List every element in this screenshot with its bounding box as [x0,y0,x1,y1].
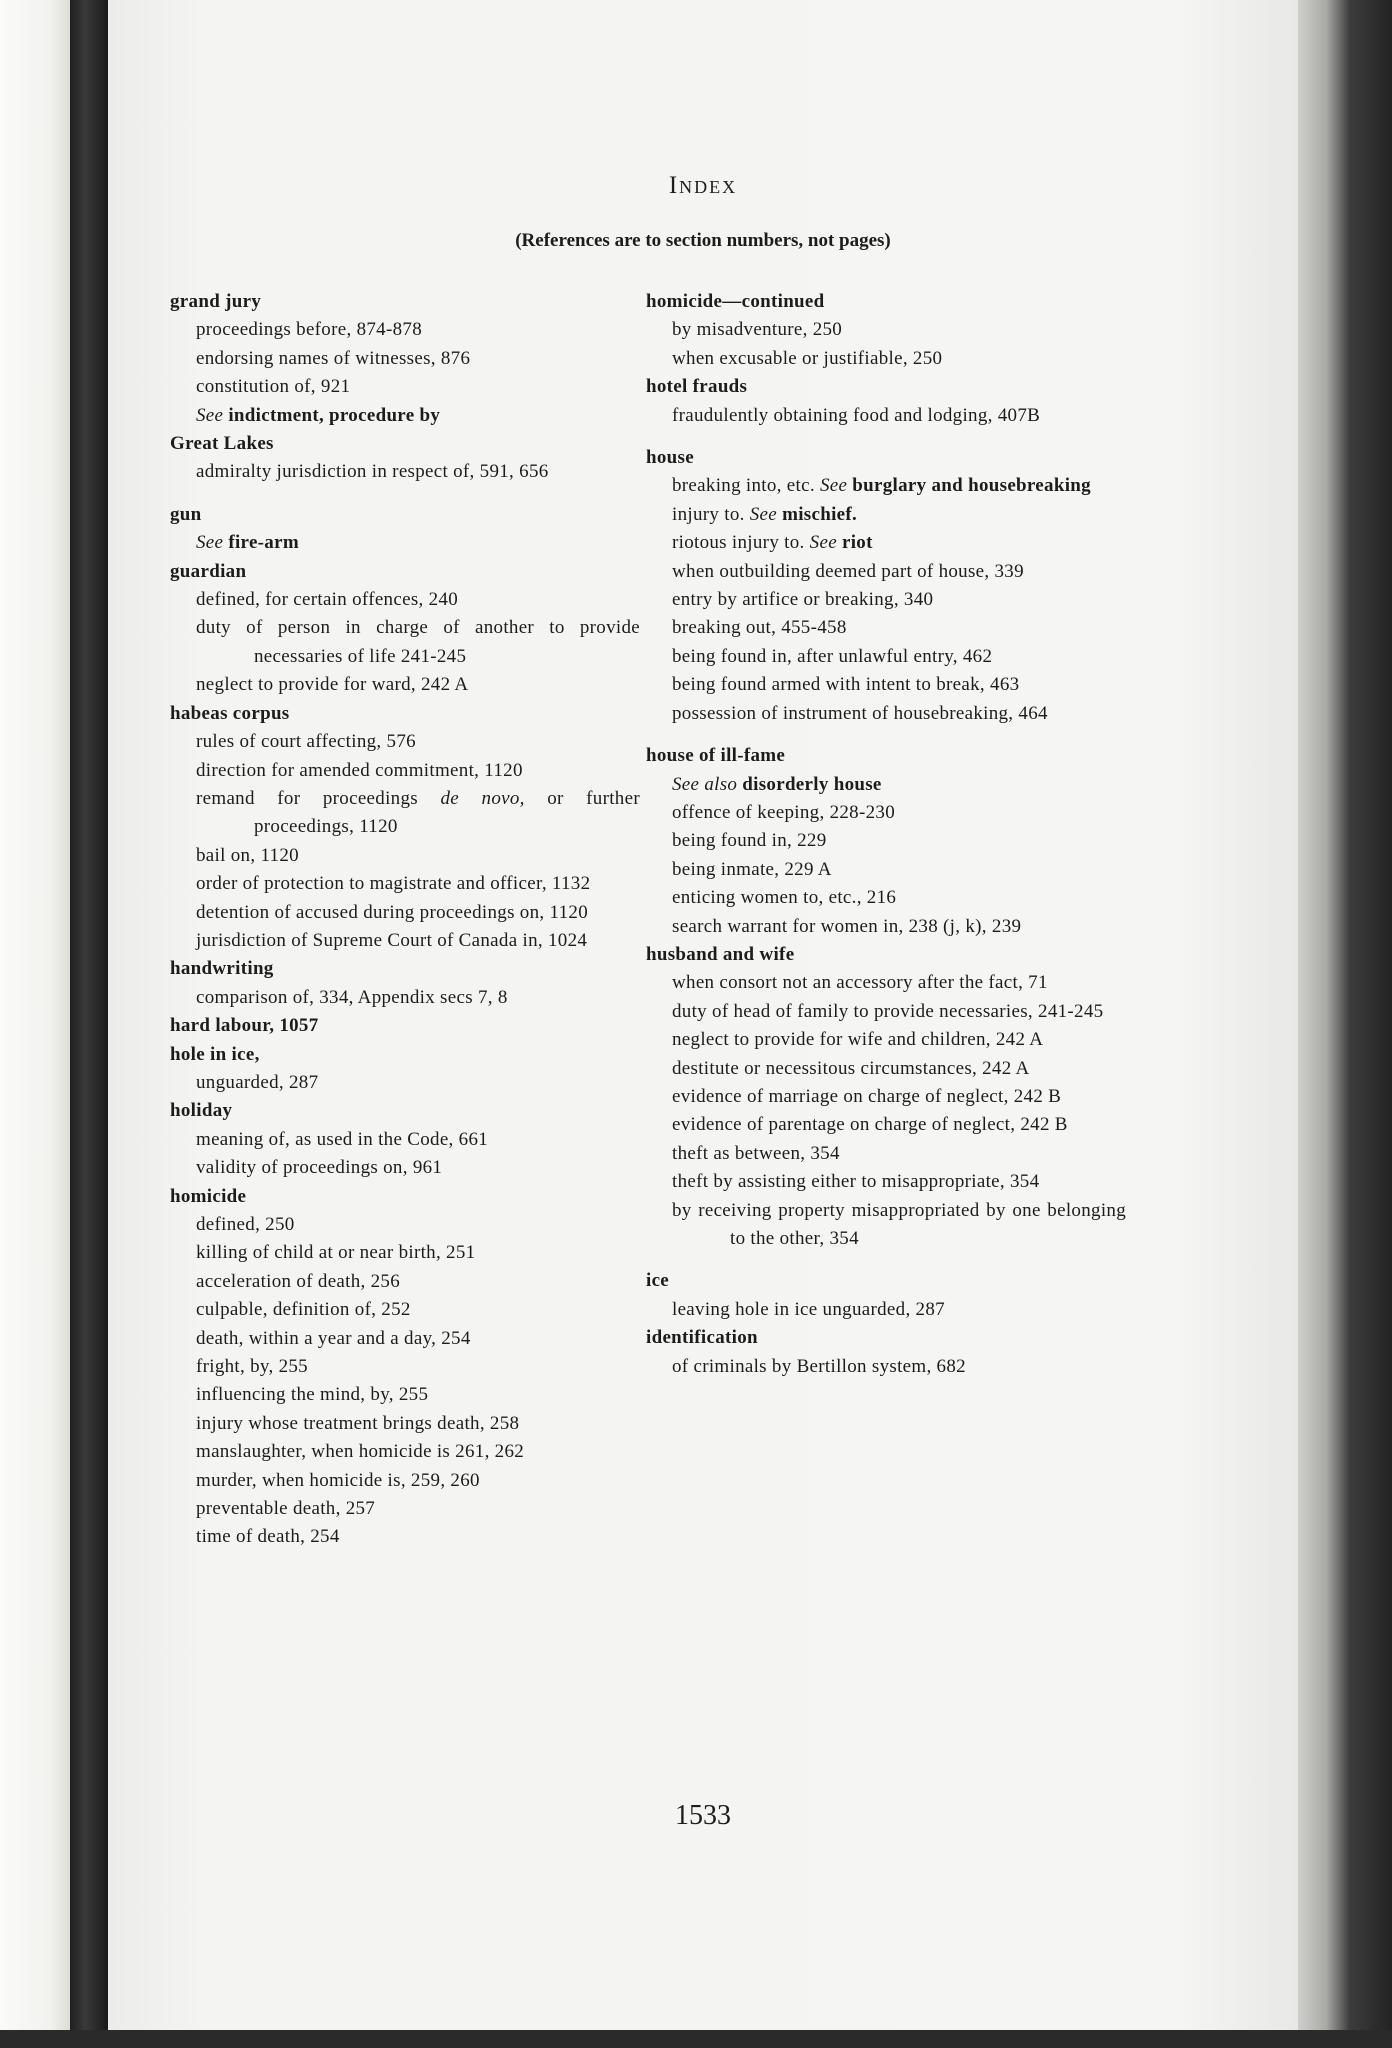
entry-text: validity of proceedings on, 961 [196,1157,443,1179]
entry-text: house of ill-fame [646,745,786,767]
entry-text: order of protection to magistrate and officer, 1132 [196,873,591,895]
entry-text: constitution of, 921 [196,376,351,398]
entry-text: enticing women to, etc., 216 [672,887,897,909]
see-reference: See also [672,773,738,795]
index-subentry [170,785,640,842]
index-column-right [646,288,1126,1381]
see-reference: See [196,404,224,426]
index-subentry [170,870,640,898]
entry-text: habeas corpus [170,702,290,724]
index-subentry [646,671,1126,699]
index-subentry [646,643,1126,671]
entry-text: neglect to provide for wife and children, 242 A [672,1029,1044,1051]
index-subentry [170,529,640,557]
entry-text: being found in, after unlawful entry, 462 [672,645,993,667]
index-subentry [170,1523,640,1551]
index-subentry [170,899,640,927]
entry-text: destitute or necessitous circumstances, 242 A [672,1057,1030,1079]
entry-text: theft by assisting either to misappropriate, 354 [672,1171,1040,1193]
entry-text: house [646,447,694,469]
index-subentry [646,316,1126,344]
entry-text: neglect to provide for ward, 242 A [196,674,469,696]
index-subentry [646,1083,1126,1111]
entry-text: endorsing names of witnesses, 876 [196,347,471,369]
entry-text: or further proceedings, 1120 [254,787,640,838]
index-subentry [170,1467,640,1495]
entry-text: defined, for certain offences, 240 [196,589,459,611]
entry-text: search warrant for women in, 238 (j, k), 239 [672,915,1022,937]
index-subentry [170,1438,640,1466]
index-subentry [646,771,1126,799]
index-heading-entry [170,430,640,458]
entry-spacer [170,487,640,501]
cross-reference-term: fire-arm [228,532,299,554]
entry-text: by misadventure, 250 [672,319,843,341]
entry-text: duty of head of family to provide necessaries, 241-245 [672,1000,1104,1022]
entry-text: influencing the mind, by, 255 [196,1384,429,1406]
cross-reference-term: indictment, procedure by [228,404,441,426]
index-subentry [646,402,1126,430]
index-subentry [170,1353,640,1381]
entry-spacer [646,1253,1126,1267]
entry-text: fright, by, 255 [196,1356,308,1378]
index-subentry [170,316,640,344]
index-heading-entry [170,558,640,586]
entry-text: death, within a year and a day, 254 [196,1327,471,1349]
entry-text: evidence of marriage on charge of neglect, 242 B [672,1085,1062,1107]
entry-text: husband and wife [646,943,795,965]
entry-text: remand for proceedings [196,787,418,809]
index-subentry [646,1296,1126,1324]
entry-text: evidence of parentage on charge of neglect, 242 B [672,1114,1068,1136]
index-subentry [646,998,1126,1026]
entry-text: identification [646,1327,758,1349]
index-subentry [646,827,1126,855]
index-subentry [170,671,640,699]
index-subentry [646,700,1126,728]
entry-text: guardian [170,560,247,582]
entry-text: injury to. [672,503,745,525]
book-spine [70,0,108,2048]
entry-text: jurisdiction of Supreme Court of Canada in, 1024 [196,929,588,951]
index-subentry [170,458,640,486]
index-subentry [170,1239,640,1267]
cross-reference-term: disorderly house [742,773,882,795]
index-subentry [170,1381,640,1409]
entry-text: breaking into, etc. [672,475,815,497]
entry-text: hole in ice, [170,1043,260,1065]
index-heading-entry [646,941,1126,969]
index-subentry [170,402,640,430]
entry-text: fraudulently obtaining food and lodging, 407B [672,404,1041,426]
entry-text: grand jury [170,291,262,312]
entry-text: offence of keeping, 228-230 [672,801,896,823]
index-subentry [646,969,1126,997]
index-subentry [646,856,1126,884]
index-heading-entry [170,1012,640,1040]
index-subentry [646,586,1126,614]
cross-reference-term: mischief. [782,503,858,525]
bottom-edge [0,2030,1392,2048]
entry-text: murder, when homicide is, 259, 260 [196,1469,480,1491]
index-subentry [646,1353,1126,1381]
index-subentry [646,1168,1126,1196]
index-subentry [170,1495,640,1523]
index-subentry [646,1111,1126,1139]
entry-text: homicide—continued [646,291,825,312]
entry-text: possession of instrument of housebreaking, 464 [672,702,1048,724]
index-heading-entry [646,1324,1126,1352]
index-subentry [170,984,640,1012]
entry-text: bail on, 1120 [196,844,299,866]
index-subentry [170,757,640,785]
entry-text: holiday [170,1100,233,1122]
index-subentry [646,1055,1126,1083]
entry-text: killing of child at or near birth, 251 [196,1242,476,1264]
entry-text: admiralty jurisdiction in respect of, 591, 656 [196,461,549,483]
entry-text: defined, 250 [196,1214,295,1235]
see-reference: See [819,475,848,497]
index-subentry [646,913,1126,941]
entry-text: gun [170,503,202,525]
index-heading-entry [170,288,640,316]
index-subentry [646,1026,1126,1054]
cross-reference-term: riot [842,532,873,554]
entry-text: unguarded, 287 [196,1071,319,1093]
index-subentry [646,501,1126,529]
entry-text: riotous injury to. [672,532,805,554]
index-subentry [170,842,640,870]
entry-text: entry by artifice or breaking, 340 [672,589,934,611]
index-heading-entry [646,444,1126,472]
index-heading-entry [646,1267,1126,1295]
entry-text: manslaughter, when homicide is 261, 262 [196,1441,525,1463]
entry-text: duty of person in charge of another to provide necessaries of life 241-245 [196,617,640,667]
entry-text: hard labour, 1057 [170,1015,319,1037]
see-reference: See [749,503,778,525]
index-subentry [170,927,640,955]
page-heading: Index [668,172,738,199]
index-heading-entry [170,1041,640,1069]
index-subentry [170,1325,640,1353]
entry-text: preventable death, 257 [196,1498,376,1520]
facing-page-edge [0,0,70,2048]
index-subentry [646,345,1126,373]
page-subheading: (References are to section numbers, not pages) [515,230,891,251]
latin-phrase: de novo, [440,787,525,809]
entry-text: proceedings before, 874-878 [196,319,422,341]
index-subentry [170,1069,640,1097]
see-reference: See [196,532,224,554]
index-subentry [646,1140,1126,1168]
see-reference: See [809,532,837,554]
index-subentry [170,345,640,373]
entry-text: direction for amended commitment, 1120 [196,759,523,781]
entry-text: injury whose treatment brings death, 258 [196,1412,520,1434]
index-heading-entry [646,373,1126,401]
entry-text: leaving hole in ice unguarded, 287 [672,1298,945,1320]
index-subentry [170,614,640,671]
entry-text: homicide [170,1185,247,1207]
index-subentry [646,529,1126,557]
cross-reference-term: burglary and housebreaking [852,475,1091,497]
entry-text: hotel frauds [646,376,748,398]
index-subentry [646,614,1126,642]
entry-text: breaking out, 455-458 [672,617,847,639]
index-subentry [170,1410,640,1438]
entry-text: being found armed with intent to break, 463 [672,674,1020,696]
entry-text: meaning of, as used in the Code, 661 [196,1128,489,1150]
index-page [108,0,1298,2048]
index-heading-entry [170,1097,640,1125]
index-subentry [170,1154,640,1182]
entry-text: acceleration of death, 256 [196,1270,401,1292]
index-subentry [646,1197,1126,1254]
entry-text: by receiving property misappropriated by one belonging to the other, 354 [672,1199,1126,1249]
index-subentry [170,1211,640,1239]
entry-text: culpable, definition of, 252 [196,1299,411,1321]
index-subentry [170,373,640,401]
entry-text: handwriting [170,958,274,980]
index-heading-entry [170,1183,640,1211]
index-subentry [170,1126,640,1154]
index-heading-entry [170,700,640,728]
page-number: 1533 [675,1800,731,1831]
index-heading-entry [646,742,1126,770]
entry-text: being found in, 229 [672,830,827,852]
entry-text: of criminals by Bertillon system, 682 [672,1355,966,1377]
entry-text: Great Lakes [170,433,274,455]
page-edge-shadow [1298,0,1392,2048]
index-heading-entry [646,288,1126,316]
entry-text: when consort not an accessory after the fact, 71 [672,972,1048,994]
entry-text: being inmate, 229 A [672,858,832,880]
entry-text: when excusable or justifiable, 250 [672,347,943,369]
index-subentry [646,558,1126,586]
entry-spacer [646,430,1126,444]
index-subentry [646,884,1126,912]
entry-text: ice [646,1270,670,1292]
entry-spacer [646,728,1126,742]
index-column-left [170,288,640,1552]
index-subentry [170,586,640,614]
entry-text: theft as between, 354 [672,1142,840,1164]
index-subentry [646,472,1126,500]
index-subentry [170,1268,640,1296]
index-heading-entry [170,501,640,529]
entry-text: time of death, 254 [196,1526,340,1548]
index-heading-entry [170,955,640,983]
entry-text: rules of court affecting, 576 [196,731,416,753]
index-subentry [646,799,1126,827]
index-subentry [170,728,640,756]
index-subentry [170,1296,640,1324]
entry-text: detention of accused during proceedings on, 1120 [196,901,589,923]
entry-text: when outbuilding deemed part of house, 339 [672,560,1024,582]
entry-text: comparison of, 334, Appendix secs 7, 8 [196,986,508,1008]
